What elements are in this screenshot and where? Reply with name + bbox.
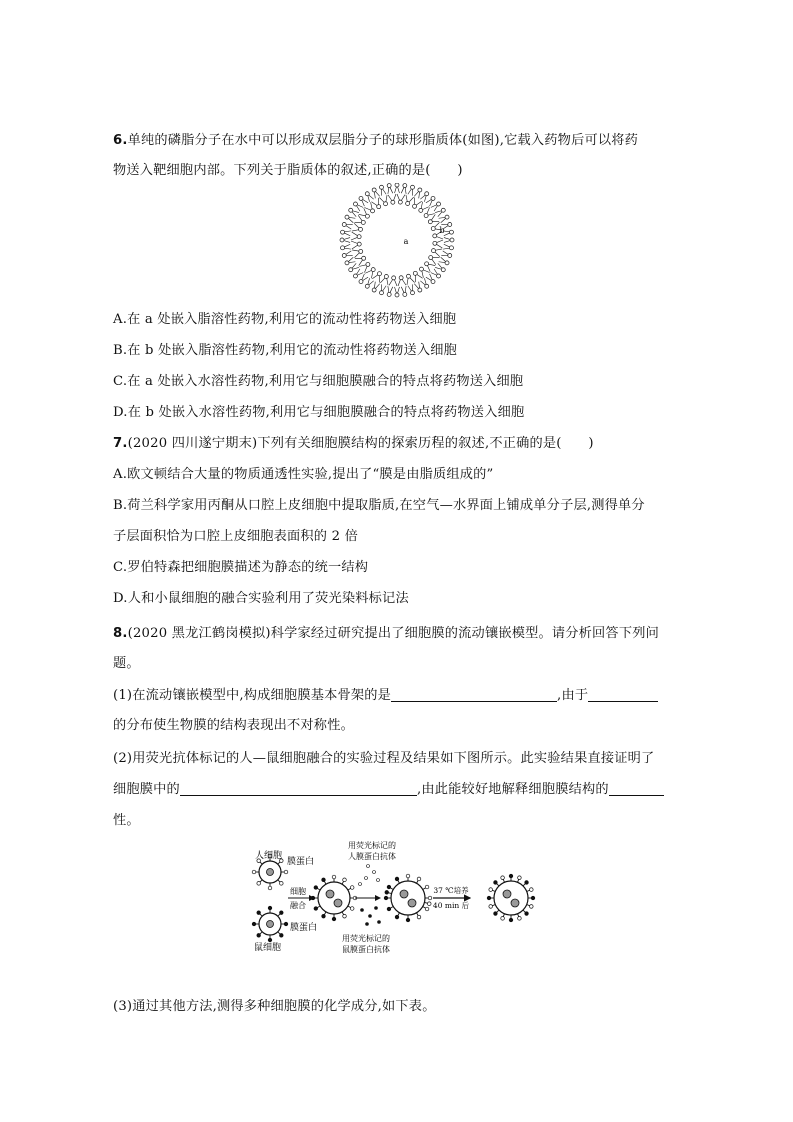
q8-part2-line-3: 性。 (113, 813, 140, 828)
q7-stem (113, 435, 594, 453)
mouse-cell-label: 鼠细胞 (254, 943, 282, 953)
phospholipid-head (366, 262, 370, 266)
phospholipid-head (411, 185, 415, 189)
membrane-protein (268, 906, 272, 910)
human-antibody (377, 879, 380, 882)
phospholipid-head (431, 280, 435, 284)
phospholipid-head (357, 235, 361, 239)
q8-part2-line-1: (2)用荧光抗体标记的人—鼠细胞融合的实验过程及结果如下图所示。此实验结果直接证明了 (113, 751, 655, 766)
phospholipid-head (431, 196, 435, 200)
phospholipid-head (359, 227, 363, 231)
phospholipid-head (342, 223, 346, 227)
q8-part2-text-b: ,由此能较好地解释细胞膜结构的 (416, 782, 609, 797)
phospholipid-head (359, 280, 363, 284)
membrane-protein (314, 886, 318, 890)
q7-option-d[interactable]: D.人和小鼠细胞的融合实验利用了荧光染料标记法 (113, 591, 409, 606)
mouse-antibody-label-2: 鼠膜蛋白抗体 (342, 945, 390, 954)
cell-membrane (391, 881, 425, 915)
membrane-protein (425, 907, 429, 911)
membrane-protein (525, 912, 529, 916)
q7-option-a[interactable]: A.欧文顿结合大量的物质通透性实验,提出了“膜是由脂质组成的” (113, 467, 494, 482)
phospholipid-head (361, 220, 365, 224)
membrane-protein (417, 877, 421, 881)
phospholipid-head (403, 184, 407, 188)
phospholipid-head (428, 220, 432, 224)
phospholipid-head (445, 215, 449, 219)
cell-nucleus (400, 890, 408, 898)
phospholipid-head (399, 276, 403, 280)
culture-label-1: 37 ℃培养 (433, 886, 469, 895)
fusion-label-1: 细胞 (290, 887, 306, 896)
phospholipid-head (449, 246, 453, 250)
cell-nucleus (334, 899, 342, 907)
phospholipid-head (411, 291, 415, 295)
liposome-bilayer (340, 183, 454, 297)
q8-part1-line-1 (113, 687, 658, 705)
q8-stem-text-1: (2020 黑龙江鹤岗模拟)科学家经过研究提出了细胞膜的流动镶嵌模型。请分析回答下列问 (127, 626, 659, 641)
membrane-protein (501, 876, 505, 880)
human-antibody (365, 877, 368, 880)
phospholipid-head (413, 271, 417, 275)
q6-option-c[interactable]: C.在 a 处嵌入水溶性药物,利用它与细胞膜融合的特点将药物送入细胞 (113, 374, 524, 389)
membrane-protein (518, 876, 522, 880)
q7-number: 7. (113, 436, 128, 451)
membrane-protein (501, 917, 505, 921)
phospholipid-head (341, 246, 345, 250)
phospholipid-head (425, 192, 429, 196)
q6-stem-line-2: 物送入靶细胞内部。下列关于脂质体的叙述,正确的是( ) (113, 163, 463, 178)
q8-blank-4[interactable] (609, 781, 664, 796)
phospholipid-head (429, 256, 433, 260)
membrane-protein (343, 878, 347, 882)
q8-part1-line-2: 的分布使生物膜的结构表现出不对称性。 (113, 718, 354, 733)
phospholipid-head (359, 249, 363, 253)
q6-option-d[interactable]: D.在 b 处嵌入水溶性药物,利用它与细胞膜融合的特点将药物送入细胞 (113, 405, 525, 420)
phospholipid-head (349, 268, 353, 272)
phospholipid-head (437, 274, 441, 278)
membrane-protein (322, 878, 326, 882)
human-cell-label: 人细胞 (255, 851, 283, 861)
culture-label-2: 40 min 后 (432, 901, 470, 910)
q8-part1-text-b: ,由于 (557, 688, 589, 703)
phospholipid-head (425, 284, 429, 288)
q8-stem-line-1 (113, 625, 659, 643)
phospholipid-head (340, 238, 344, 242)
membrane-protein (387, 907, 391, 911)
membrane-protein (252, 922, 256, 926)
phospholipid-head (441, 208, 445, 212)
q7-option-b-line-1[interactable]: B.荷兰科学家用丙酮从口腔上皮细胞中提取脂质,在空气—水界面上铺成单分子层,测得单分 (113, 498, 645, 513)
q8-part3: (3)通过其他方法,测得多种细胞膜的化学成分,如下表。 (113, 999, 436, 1014)
phospholipid-head (387, 184, 391, 188)
membrane-protein (494, 881, 498, 885)
q6-stem-text-1: 单纯的磷脂分子在水中可以形成双层脂分子的球形脂质体(如图),它载入药物后可以将药 (127, 133, 639, 148)
q8-number: 8. (113, 626, 128, 641)
mouse-antibody (366, 923, 369, 926)
membrane-protein (280, 934, 284, 938)
phospholipid-head (365, 214, 369, 218)
membrane-protein (257, 911, 261, 915)
membrane-protein (387, 885, 391, 889)
membrane-protein (350, 907, 354, 911)
human-antibody (373, 871, 376, 874)
membrane-protein (417, 915, 421, 919)
cell-membrane (494, 881, 528, 915)
phospholipid-head (353, 202, 357, 206)
membrane-protein (268, 886, 272, 890)
cell-nucleus (267, 869, 274, 876)
cell-nucleus (408, 899, 416, 907)
phospholipid-head (431, 227, 435, 231)
membrane-protein (427, 902, 431, 906)
phospholipid-head (406, 274, 410, 278)
phospholipid-head (365, 192, 369, 196)
membrane-protein (268, 938, 272, 942)
membrane-protein (425, 885, 429, 889)
phospholipid-head (403, 292, 407, 296)
membrane-protein (385, 891, 389, 895)
q8-blank-2[interactable] (588, 687, 658, 702)
phospholipid-head (431, 249, 435, 253)
fusion-label-2: 融合 (290, 901, 306, 910)
q8-part2-text-a: 细胞膜中的 (113, 782, 180, 797)
phospholipid-head (371, 268, 375, 272)
phospholipid-head (384, 274, 388, 278)
human-antibody (367, 865, 370, 868)
phospholipid-head (433, 234, 437, 238)
phospholipid-head (387, 292, 391, 296)
membrane-protein (284, 870, 288, 874)
q6-option-a[interactable]: A.在 a 处嵌入脂溶性药物,利用它的流动性将药物送入细胞 (113, 312, 457, 327)
q6-stem-line-1 (113, 132, 638, 150)
cell-membrane (318, 882, 350, 914)
q8-part2-line-2 (113, 781, 664, 799)
phospholipid-head (345, 215, 349, 219)
membrane-protein (509, 874, 513, 878)
cell-nucleus (503, 890, 511, 898)
phospholipid-head (377, 272, 381, 276)
phospholipid-head (450, 238, 454, 242)
membrane-protein (350, 886, 354, 890)
phospholipid-head (448, 254, 452, 258)
phospholipid-head (448, 223, 452, 227)
q7-option-c[interactable]: C.罗伯特森把细胞膜描述为静态的统一结构 (113, 560, 369, 575)
q6-number: 6. (113, 133, 128, 148)
membrane-protein (257, 882, 261, 886)
mouse-antibody (369, 915, 372, 918)
phospholipid-head (362, 256, 366, 260)
human-antibody-label-2: 人膜蛋白抗体 (348, 852, 396, 861)
membrane-protein (518, 917, 522, 921)
mouse-antibody (361, 909, 364, 912)
phospholipid-head (419, 208, 423, 212)
phospholipid-head (418, 288, 422, 292)
phospholipid-head (437, 202, 441, 206)
phospholipid-head (398, 200, 402, 204)
human-antibody (359, 883, 362, 886)
membrane-protein (395, 877, 399, 881)
mouse-antibody-label-1: 用荧光标记的 (342, 934, 390, 943)
membrane-protein (280, 882, 284, 886)
phospholipid-head (372, 188, 376, 192)
phospholipid-head (345, 261, 349, 265)
membrane-protein (343, 914, 347, 918)
liposome-label-b: b (439, 226, 445, 235)
membrane-protein (509, 918, 513, 922)
phospholipid-head (406, 202, 410, 206)
phospholipid-head (449, 230, 453, 234)
phospholipid-head (392, 276, 396, 280)
membrane-protein (494, 912, 498, 916)
membrane-protein (332, 875, 336, 879)
phospholipid-head (357, 242, 361, 246)
phospholipid-head (359, 196, 363, 200)
human-antibody-label-1: 用荧光标记的 (348, 841, 396, 850)
phospholipid-head (395, 183, 399, 187)
phospholipid-head (380, 185, 384, 189)
membrane-protein (406, 874, 410, 878)
mouse-antibody (378, 921, 381, 924)
membrane-protein (428, 896, 432, 900)
membrane-protein (530, 888, 534, 892)
q7-stem-text: (2020 四川遂宁期末)下列有关细胞膜结构的探索历程的叙述,不正确的是( ) (127, 436, 594, 451)
membrane-protein (384, 896, 388, 900)
membrane-protein (530, 905, 534, 909)
phospholipid-head (372, 288, 376, 292)
q8-blank-3[interactable] (180, 781, 417, 796)
membrane-protein (531, 896, 535, 900)
membrane-protein (406, 918, 410, 922)
liposome-figure (330, 183, 465, 298)
q8-blank-1[interactable] (391, 687, 557, 702)
phospholipid-head (353, 274, 357, 278)
phospholipid-head (341, 230, 345, 234)
membrane-protein (280, 911, 284, 915)
phospholipid-head (419, 267, 423, 271)
phospholipid-head (384, 202, 388, 206)
membrane-protein (395, 915, 399, 919)
phospholipid-head (380, 291, 384, 295)
phospholipid-head (371, 209, 375, 213)
membrane-protein (284, 922, 288, 926)
phospholipid-head (433, 241, 437, 245)
phospholipid-head (395, 293, 399, 297)
cell-fusion-figure (250, 838, 550, 958)
phospholipid-head (365, 284, 369, 288)
phospholipid-head (424, 214, 428, 218)
membrane-protein (489, 905, 493, 909)
q8-part1-text-a: (1)在流动镶嵌模型中,构成细胞膜基本骨架的是 (113, 688, 392, 703)
phospholipid-head (425, 262, 429, 266)
phospholipid-head (413, 204, 417, 208)
q7-option-b-line-2[interactable]: 子层面积恰为口腔上皮细胞表面积的 2 倍 (113, 529, 358, 544)
liposome-label-a: a (403, 237, 409, 246)
membrane-protein (332, 917, 336, 921)
cell-nucleus (326, 890, 334, 898)
membrane-protein-label-top: 膜蛋白 (287, 857, 315, 867)
membrane-protein-label-bottom: 膜蛋白 (290, 923, 318, 933)
phospholipid-head (377, 205, 381, 209)
phospholipid-head (441, 268, 445, 272)
membrane-protein (257, 934, 261, 938)
mouse-antibody (375, 907, 378, 910)
phospholipid-head (445, 261, 449, 265)
membrane-protein (322, 914, 326, 918)
q6-option-b[interactable]: B.在 b 处嵌入脂溶性药物,利用它的流动性将药物送入细胞 (113, 343, 458, 358)
phospholipid-head (342, 254, 346, 258)
phospholipid-head (349, 208, 353, 212)
membrane-protein (252, 870, 256, 874)
phospholipid-head (391, 200, 395, 204)
membrane-protein (487, 896, 491, 900)
membrane-protein (314, 907, 318, 911)
cell-nucleus (511, 899, 519, 907)
cell-nucleus (267, 921, 274, 928)
phospholipid-head (418, 188, 422, 192)
membrane-protein (489, 888, 493, 892)
q8-stem-line-2: 题。 (113, 656, 140, 671)
membrane-protein (525, 881, 529, 885)
